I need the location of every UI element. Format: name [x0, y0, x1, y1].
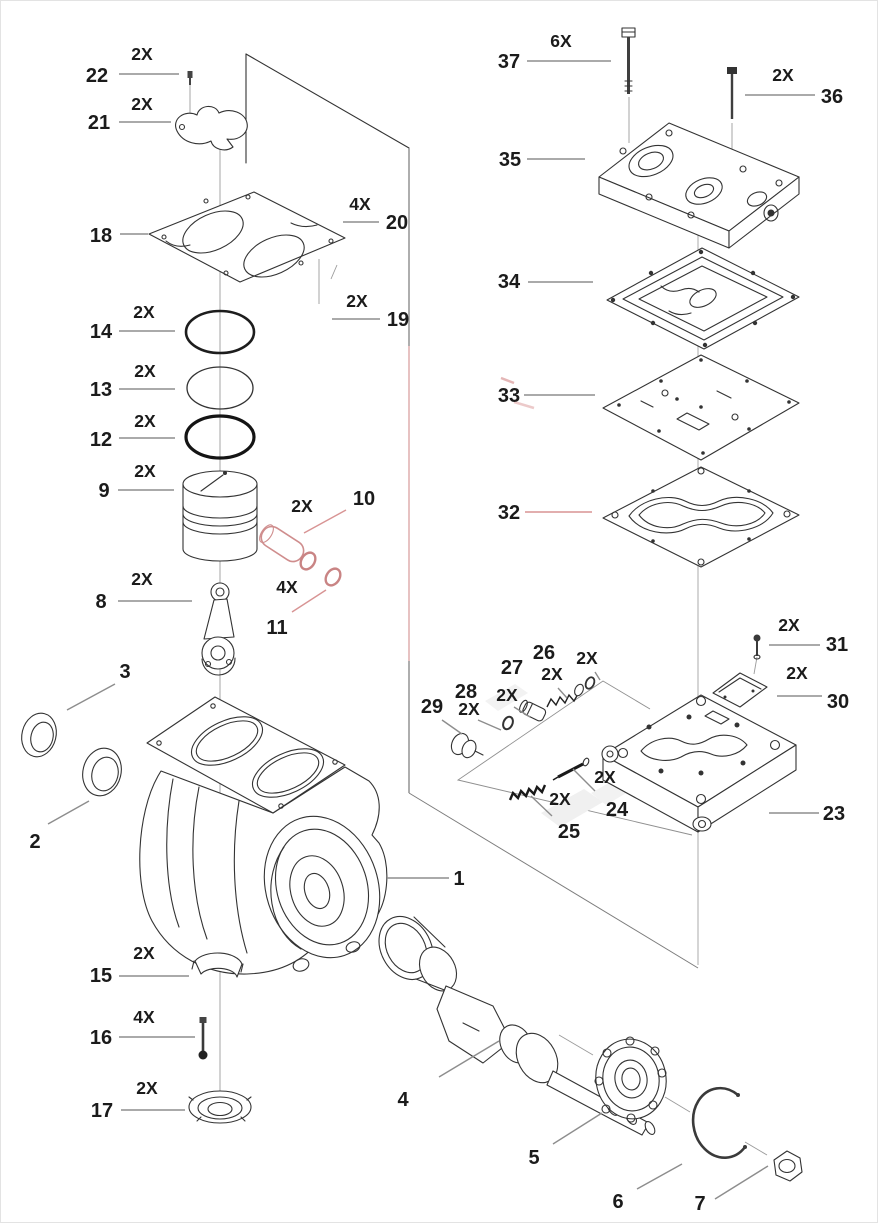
part-qty-16: 4X — [133, 1007, 155, 1027]
part-qty-17: 2X — [136, 1078, 158, 1098]
part-number-12: 12 — [89, 429, 113, 451]
art-ball-bearing-5 — [590, 1034, 673, 1125]
part-number-30: 30 — [826, 691, 850, 713]
part-number-35: 35 — [498, 149, 522, 171]
art-oring-26b — [584, 676, 596, 690]
art-head-gasket-32 — [603, 467, 799, 567]
art-screw-31 — [754, 635, 761, 660]
part-number-3: 3 — [119, 661, 131, 683]
art-bolt-37 — [622, 28, 635, 94]
part-number-1: 1 — [453, 868, 465, 890]
part-number-19: 19 — [386, 309, 410, 331]
art-valve-plate-assembly-23 — [602, 695, 796, 832]
art-nut-7 — [774, 1151, 802, 1181]
part-number-4: 4 — [397, 1089, 409, 1111]
part-number-27: 27 — [500, 657, 524, 679]
art-pin-ring-11b — [323, 566, 344, 588]
art-crankcase-1 — [140, 697, 398, 974]
part-qty-36: 2X — [772, 65, 794, 85]
part-qty-21: 2X — [131, 94, 153, 114]
part-qty-26b: 2X — [576, 648, 598, 668]
part-qty-31: 2X — [778, 615, 800, 635]
part-qty-14: 2X — [133, 302, 155, 322]
part-qty-30: 2X — [786, 663, 808, 683]
art-valve-pin-24 — [553, 757, 590, 780]
part-number-20: 20 — [385, 212, 409, 234]
art-head-gasket-18 — [149, 192, 345, 285]
part-qty-9: 2X — [134, 461, 156, 481]
part-qty-11: 4X — [276, 577, 298, 597]
part-qty-15: 2X — [133, 943, 155, 963]
part-number-14: 14 — [89, 321, 113, 343]
part-qty-12: 2X — [134, 411, 156, 431]
art-valve-plate-21 — [176, 106, 248, 149]
art-piston-pin-10 — [257, 522, 344, 588]
part-number-17: 17 — [90, 1100, 114, 1122]
part-number-34: 34 — [497, 271, 521, 293]
art-bearing-ring-2 — [78, 744, 126, 800]
art-spring-26 — [547, 694, 578, 707]
leader-line-3 — [67, 684, 115, 710]
art-bolt-16 — [199, 1017, 208, 1060]
art-reed-plate-30 — [713, 673, 767, 707]
part-qty-37: 6X — [550, 31, 572, 51]
art-connecting-rod-8 — [202, 583, 235, 675]
part-number-31: 31 — [825, 634, 849, 656]
part-number-23: 23 — [822, 803, 846, 825]
part-number-6: 6 — [612, 1191, 624, 1213]
leader-line-28 — [478, 720, 501, 730]
part-number-26: 26 — [532, 642, 556, 664]
part-number-22: 22 — [85, 65, 109, 87]
part-qty-8: 2X — [131, 569, 153, 589]
leader-line-7 — [715, 1166, 768, 1199]
part-number-21: 21 — [87, 112, 111, 134]
art-valve-piston-27 — [518, 699, 547, 722]
part-qty-26: 2X — [541, 664, 563, 684]
part-number-18: 18 — [89, 225, 113, 247]
part-number-37: 37 — [497, 51, 521, 73]
part-number-29: 29 — [420, 696, 444, 718]
part-number-28: 28 — [454, 681, 478, 703]
part-number-11: 11 — [266, 617, 288, 639]
art-valve-plate-33 — [603, 355, 799, 460]
art-piston-9 — [183, 471, 257, 561]
part-number-10: 10 — [352, 488, 376, 510]
part-number-8: 8 — [95, 591, 107, 613]
leader-line-6 — [637, 1164, 682, 1189]
part-qty-13: 2X — [134, 361, 156, 381]
art-oring-28 — [501, 715, 515, 731]
part-qty-27: 2X — [496, 685, 518, 705]
part-number-36: 36 — [820, 86, 844, 108]
art-bearing-shell-15 — [192, 953, 243, 977]
part-number-9: 9 — [98, 480, 110, 502]
part-qty-19: 2X — [346, 291, 368, 311]
part-qty-28: 2X — [458, 699, 480, 719]
art-head-gasket-34 — [607, 248, 799, 349]
part-number-16: 16 — [89, 1027, 113, 1049]
art-bolt-36 — [727, 67, 737, 119]
art-screw-22 — [188, 71, 193, 85]
part-qty-24: 2X — [594, 767, 616, 787]
leader-line-26 — [558, 688, 567, 698]
part-number-15: 15 — [89, 965, 113, 987]
part-number-33: 33 — [497, 385, 521, 407]
leader-line-26b — [595, 672, 600, 680]
leader-line-24 — [573, 769, 595, 791]
art-spring-25 — [510, 785, 545, 800]
part-qty-22: 2X — [131, 44, 153, 64]
leader-line-5 — [553, 1113, 602, 1144]
part-number-5: 5 — [528, 1147, 540, 1169]
part-number-25: 25 — [557, 821, 581, 843]
part-qty-20: 4X — [349, 194, 371, 214]
part-qty-10: 2X — [291, 496, 313, 516]
leader-line-29 — [442, 720, 462, 734]
part-number-24: 24 — [605, 799, 629, 821]
art-snap-ring-6 — [693, 1088, 747, 1158]
part-number-13: 13 — [89, 379, 113, 401]
part-number-32: 32 — [497, 502, 521, 524]
art-seal-ring-17 — [189, 1091, 251, 1123]
diagram-canvas — [1, 1, 878, 1223]
art-shaft-seal-3 — [17, 710, 61, 761]
part-number-7: 7 — [694, 1193, 706, 1215]
part-number-2: 2 — [29, 831, 41, 853]
part-qty-25: 2X — [549, 789, 571, 809]
leader-line-2 — [48, 801, 89, 824]
